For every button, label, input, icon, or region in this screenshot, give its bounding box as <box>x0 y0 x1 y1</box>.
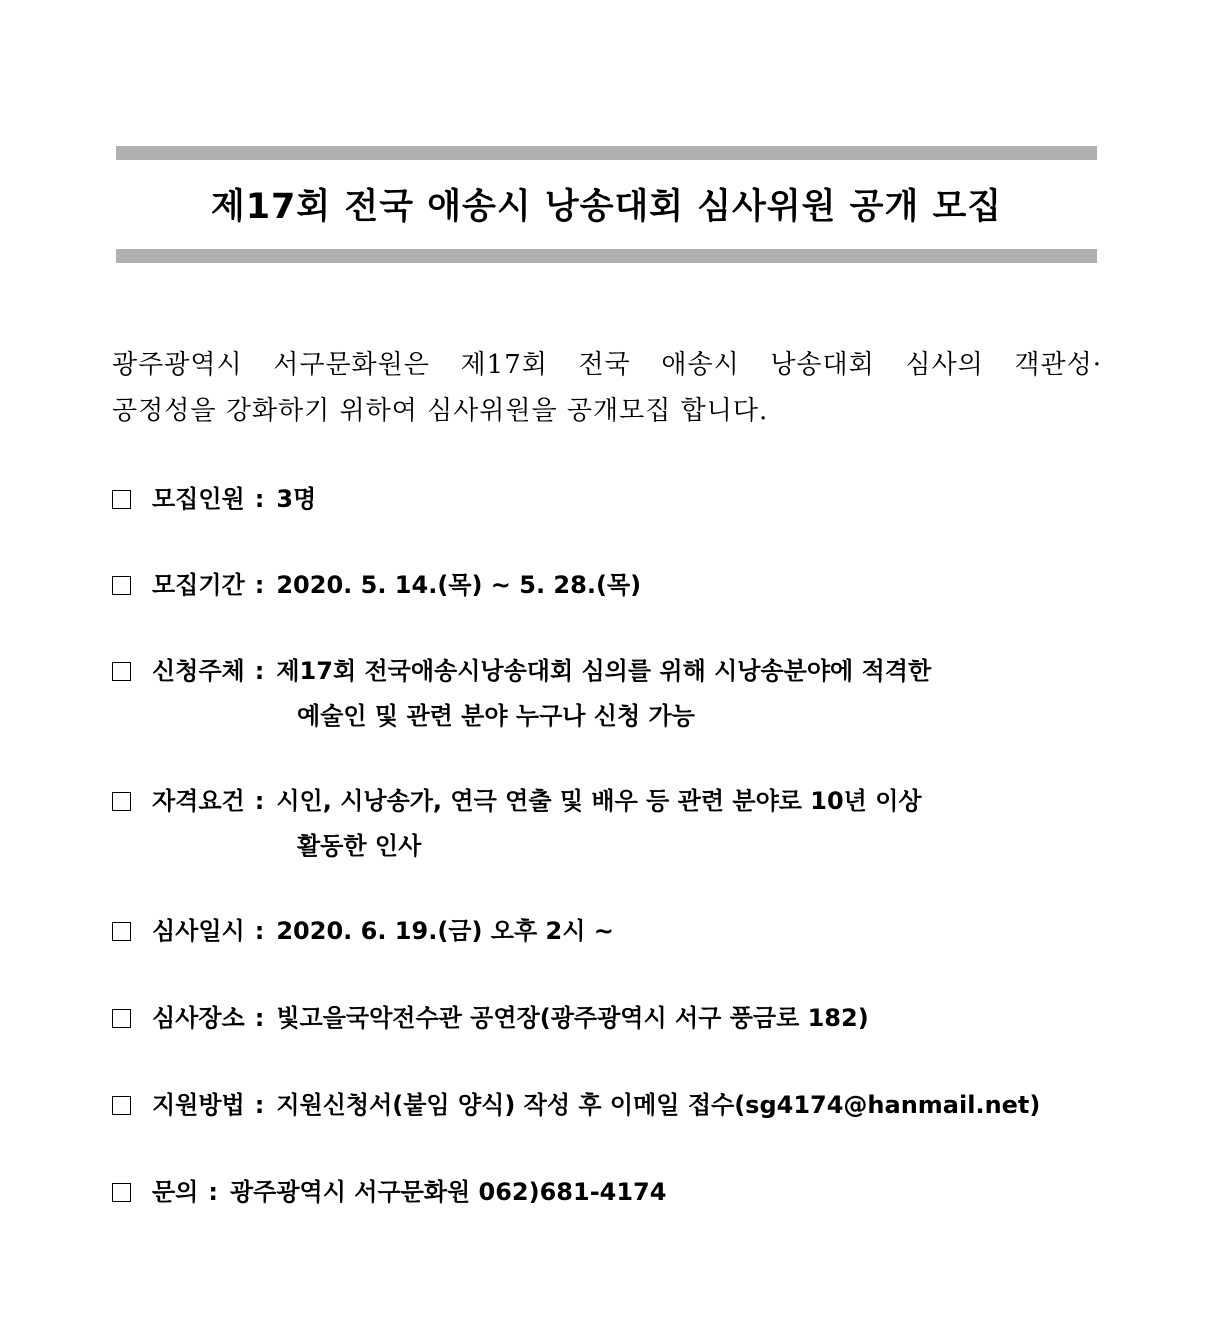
item-separator: : <box>254 1091 265 1119</box>
item-value-continued: 활동한 인사 <box>297 832 422 860</box>
item-application-method <box>112 1083 1102 1128</box>
intro-line: 광주광역시 서구문화원은 제17회 전국 애송시 낭송대회 심사의 객관성· <box>112 350 1102 380</box>
item-applicant <box>112 649 1102 739</box>
item-value: 광주광역시 서구문화원 062)681-4174 <box>229 1178 667 1206</box>
item-separator: : <box>254 571 265 599</box>
title-bottom-rule <box>116 249 1097 263</box>
checkbox-square-icon <box>112 576 131 595</box>
checkbox-square-icon <box>112 662 131 681</box>
item-separator: : <box>254 787 265 815</box>
item-separator: : <box>208 1178 218 1206</box>
item-label: 문의 <box>152 1178 199 1206</box>
checkbox-square-icon <box>112 1009 131 1028</box>
checkbox-square-icon <box>112 1096 131 1115</box>
intro-paragraph <box>112 342 1102 434</box>
item-review-venue <box>112 996 1102 1041</box>
item-value-continued: 예술인 및 관련 분야 누구나 신청 가능 <box>297 702 695 730</box>
item-value: 3명 <box>276 485 317 513</box>
item-label: 모집기간 <box>152 571 245 599</box>
item-label: 자격요건 <box>152 787 245 815</box>
item-qualification <box>112 779 1102 869</box>
item-recruit-period <box>112 563 1102 608</box>
checkbox-square-icon <box>112 922 131 941</box>
item-inquiry <box>112 1170 1102 1215</box>
item-separator: : <box>254 917 265 945</box>
checkbox-square-icon <box>112 792 131 811</box>
title-top-rule <box>116 146 1097 160</box>
item-value: 제17회 전국애송시낭송대회 심의를 위해 시낭송분야에 적격한 <box>276 657 932 685</box>
item-label: 심사장소 <box>152 1004 245 1032</box>
item-label: 신청주체 <box>152 657 245 685</box>
item-label: 모집인원 <box>152 485 245 513</box>
item-recruit-count <box>112 477 1102 522</box>
item-separator: : <box>254 657 265 685</box>
item-separator: : <box>254 485 265 513</box>
item-value: 지원신청서(붙임 양식) 작성 후 이메일 접수(sg4174@hanmail.net) <box>276 1091 1041 1119</box>
item-separator: : <box>254 1004 265 1032</box>
item-review-datetime <box>112 909 1102 954</box>
item-value: 2020. 6. 19.(금) 오후 2시 ~ <box>276 917 614 945</box>
intro-line: 공정성을 강화하기 위하여 심사위원을 공개모집 합니다. <box>112 396 769 426</box>
page-title: 제17회 전국 애송시 낭송대회 심사위원 공개 모집 <box>210 187 1003 227</box>
item-value: 빛고을국악전수관 공연장(광주광역시 서구 풍금로 182) <box>276 1004 869 1032</box>
item-value: 2020. 5. 14.(목) ~ 5. 28.(목) <box>276 571 642 599</box>
checkbox-square-icon <box>112 1183 131 1202</box>
item-label: 심사일시 <box>152 917 245 945</box>
item-value: 시인, 시낭송가, 연극 연출 및 배우 등 관련 분야로 10년 이상 <box>276 787 922 815</box>
checkbox-square-icon <box>112 490 131 509</box>
item-label: 지원방법 <box>152 1091 245 1119</box>
